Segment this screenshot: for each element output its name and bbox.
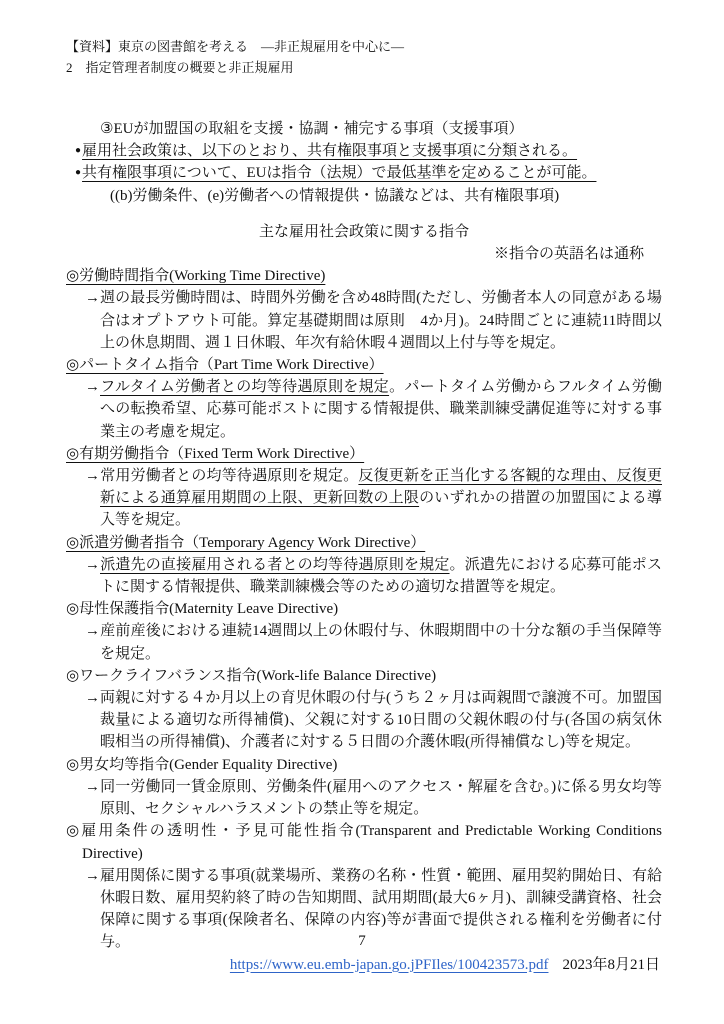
directive-text: →産前産後における連続14週間以上の休暇付与、休暇期間中の十分な額の手当保障等を規定。: [85, 623, 662, 662]
directive-text: のいずれかの措置の加盟国による導入等を規定。: [100, 490, 662, 529]
bullet-icon: ●: [75, 145, 83, 157]
doc-title: 【資料】東京の図書館を考える ―非正規雇用を中心に―: [66, 39, 405, 54]
directive-text-underlined: 反復更新を正当化する客観的な理由、反復更新による通算雇用期間の上限、更新回数の上限: [100, 468, 662, 507]
source-link[interactable]: https://www.eu.emb-japan.go.jPFIles/100423573.pdf: [229, 956, 549, 973]
directive-heading: ◎有期労働指令（Fixed Term Work Directive）: [66, 445, 365, 462]
directive-text: →同一労働同一賃金原則、労働条件(雇用へのアクセス・解雇を含む。)に係る男女均等原則、セクシャルハラスメントの禁止等を規定。: [85, 778, 662, 818]
directive-heading: ◎派遣労働者指令（Temporary Agency Work Directive）: [66, 534, 426, 551]
directive-text: →: [85, 556, 100, 573]
intro-bullet-2-text: 共有権限事項について、EUは指令（法規）で最低基準を定めることが可能。: [82, 165, 597, 182]
bullet-icon: ●: [75, 167, 83, 179]
section-title: 主な雇用社会政策に関する指令: [258, 223, 469, 240]
directive-paragraph: [66, 465, 662, 532]
doc-subtitle: 2 指定管理者制度の概要と非正規雇用: [66, 60, 294, 75]
page-number: 7: [358, 933, 366, 949]
directive-heading: ◎パートタイム指令（Part Time Work Directive）: [66, 357, 384, 374]
directive-text: →両親に対する４か月以上の育児休暇の付与(うち２ヶ月は両親間で譲渡不可。加盟国裁量による適切な所得補償)、父親に対する10日間の父親休暇の付与(各国の病気休暇相当の所得補償)、介護者に対する５日間の介護休暇(所得補償なし)等を規定。: [85, 690, 662, 751]
directive-paragraph: [66, 287, 662, 354]
directive-text: →: [85, 379, 100, 396]
directive-paragraph: [66, 376, 662, 443]
intro-note: ((b)労働条件、(e)労働者への情報提供・協議などは、共有権限事項): [110, 187, 560, 204]
directive-text: 。派遣先における応募可能ポストに関する情報提供、職業訓練機会等のための適切な措置等を規定。: [100, 556, 662, 596]
intro-item: ③EUが加盟国の取組を支援・協調・補完する事項（支援事項）: [100, 121, 524, 137]
intro-bullet-2: [66, 162, 662, 184]
directive-text-underlined: フルタイム労働者との均等待遇原則を規定: [100, 379, 390, 396]
directive-text: →週の最長労働時間は、時間外労働を含め48時間(ただし、労働者本人の同意がある場合はオプトアウト可能。算定基礎期間は原則 4か月)。24時間ごとに連続11時間以上の休息期間、週１日休暇、年次有給休暇４週間以上付与等を規定。: [85, 290, 662, 351]
directive-heading: ◎母性保護指令(Maternity Leave Directive): [66, 601, 339, 618]
doc-body: [66, 118, 662, 976]
directive-text: →常用労働者との均等待遇原則を規定。: [85, 468, 359, 485]
directive-heading: ◎男女均等指令(Gender Equality Directive): [66, 756, 338, 773]
source-date: 2023年8月21日: [562, 956, 660, 973]
directives-list: [66, 265, 662, 953]
doc-header: [66, 36, 662, 78]
directive-paragraph: [66, 620, 662, 664]
directive-heading: ◎雇用条件の透明性・予見可能性指令(Transparent and Predictable Working Conditions Directive): [66, 823, 662, 862]
directive-paragraph: [66, 554, 662, 598]
directive-text: 。パートタイム労働からフルタイム労働への転換希望、応募可能ポストに関する情報提供、職業訓練受講促進等に対する事業主の考慮を規定。: [100, 379, 662, 440]
source-line: [66, 954, 662, 976]
section-note: ※指令の英語名は通称: [493, 246, 644, 263]
directive-text: →雇用関係に関する事項(就業場所、業務の名称・性質・範囲、雇用契約開始日、有給休暇日数、雇用契約終了時の告知期間、試用期間(最大6ヶ月)、訓練受講資格、社会保障に関する事項(保険者名、保障の内容)等が書面で提供される権利を労働者に付与。: [85, 867, 662, 951]
directive-text-underlined: 派遣先の直接雇用される者との均等待遇原則を規定: [100, 556, 450, 573]
directive-paragraph: [66, 776, 662, 820]
directive-heading: ◎ワークライフバランス指令(Work-life Balance Directive): [66, 667, 437, 684]
intro-bullet-1-text: 雇用社会政策は、以下のとおり、共有権限事項と支援事項に分類される。: [82, 143, 578, 160]
intro-bullet-1: [66, 140, 662, 162]
directive-heading: ◎労働時間指令(Working Time Directive): [66, 268, 326, 285]
directive-paragraph: [66, 687, 662, 754]
